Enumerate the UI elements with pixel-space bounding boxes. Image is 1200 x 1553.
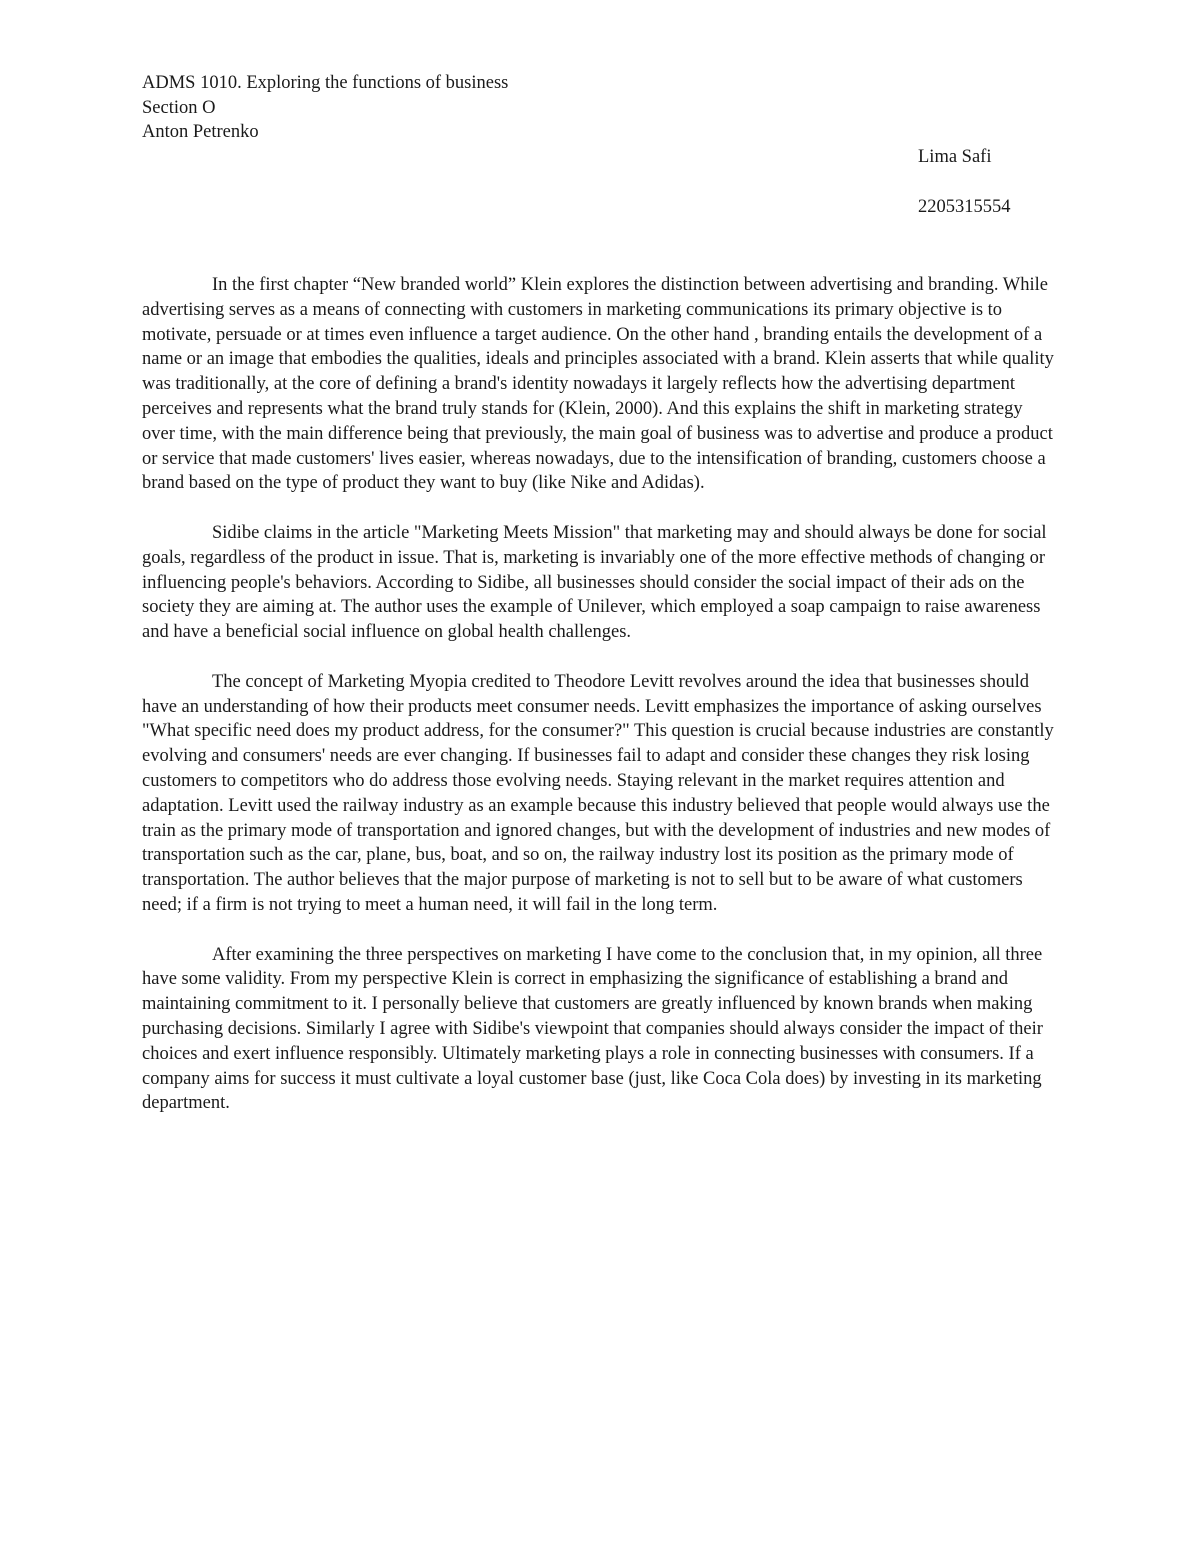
course-section: Section O bbox=[142, 97, 216, 118]
paragraph-conclusion: After examining the three perspectives on marketing I have come to the conclusion that, in my opinion, all three have some validity. From my perspective Klein is correct in emphasizing the significance of establishing a brand and maintaining commitment to it. I personally believe that customers are greatly influenced by known brands when making purchasing decisions. Similarly I agree with Sidibe's viewpoint that companies should always consider the impact of their choices and exert influence responsibly. Ultimately marketing plays a role in connecting businesses with consumers. If a company aims for success it must cultivate a loyal customer base (just, like Coca Cola does) by investing in its marketing department. bbox=[142, 944, 1043, 1114]
paragraph-social-marketing: Sidibe claims in the article "Marketing Meets Mission" that marketing may and should always be done for social goals, regardless of the product in issue. That is, marketing is invariably one of the more effective methods of changing or influencing people's behaviors. According to Sidibe, all businesses should consider the social impact of their ads on the society they are aiming at. The author uses the example of Unilever, which employed a soap campaign to raise awareness and have a beneficial social influence on global health challenges. bbox=[142, 522, 1047, 643]
paragraph-branding: In the first chapter “New branded world” Klein explores the distinction between advertising and branding. While advertising serves as a means of connecting with customers in marketing communications its primary objective is to motivate, persuade or at times even influence a target audience. On the other hand , branding entails the development of a name or an image that embodies the qualities, ideals and principles associated with a brand. Klein asserts that while quality was traditionally, at the core of defining a brand's identity nowadays it largely reflects how the advertising department perceives and represents what the brand truly stands for (Klein, 2000). And this explains the shift in marketing strategy over time, with the main difference being that previously, the main goal of business was to advertise and produce a product or service that made customers' lives easier, whereas nowadays, due to the intensification of branding, customers choose a brand based on the type of product they want to buy (like Nike and Adidas). bbox=[142, 275, 1054, 494]
document-header bbox=[142, 71, 508, 145]
student-id: 2205315554 bbox=[918, 196, 1011, 217]
author-info bbox=[918, 145, 1011, 219]
course-title: ADMS 1010. Exploring the functions of business bbox=[142, 73, 509, 93]
paragraph-marketing-myopia: The concept of Marketing Myopia credited to Theodore Levitt revolves around the idea that businesses should have an understanding of how their products meet consumer needs. Levitt emphasizes the importance of asking ourselves "What specific need does my product address, for the consumer?" This question is crucial because industries are constantly evolving and consumers' needs are ever changing. If businesses fail to adapt and consider these changes they risk losing customers to competitors who do address those evolving needs. Staying relevant in the market requires attention and adaptation. Levitt used the railway industry as an example because this industry believed that people would always use the train as the primary mode of transportation and ignored changes, but with the development of industries and new modes of transportation such as the car, plane, bus, boat, and so on, the railway industry lost its position as the primary mode of transportation. The author believes that the major purpose of marketing is not to sell but to be aware of what customers need; if a firm is not trying to meet a human need, it will fail in the long term. bbox=[142, 671, 1054, 915]
student-name: Lima Safi bbox=[918, 147, 992, 167]
essay-body bbox=[142, 273, 1060, 1141]
instructor-name: Anton Petrenko bbox=[142, 122, 259, 142]
